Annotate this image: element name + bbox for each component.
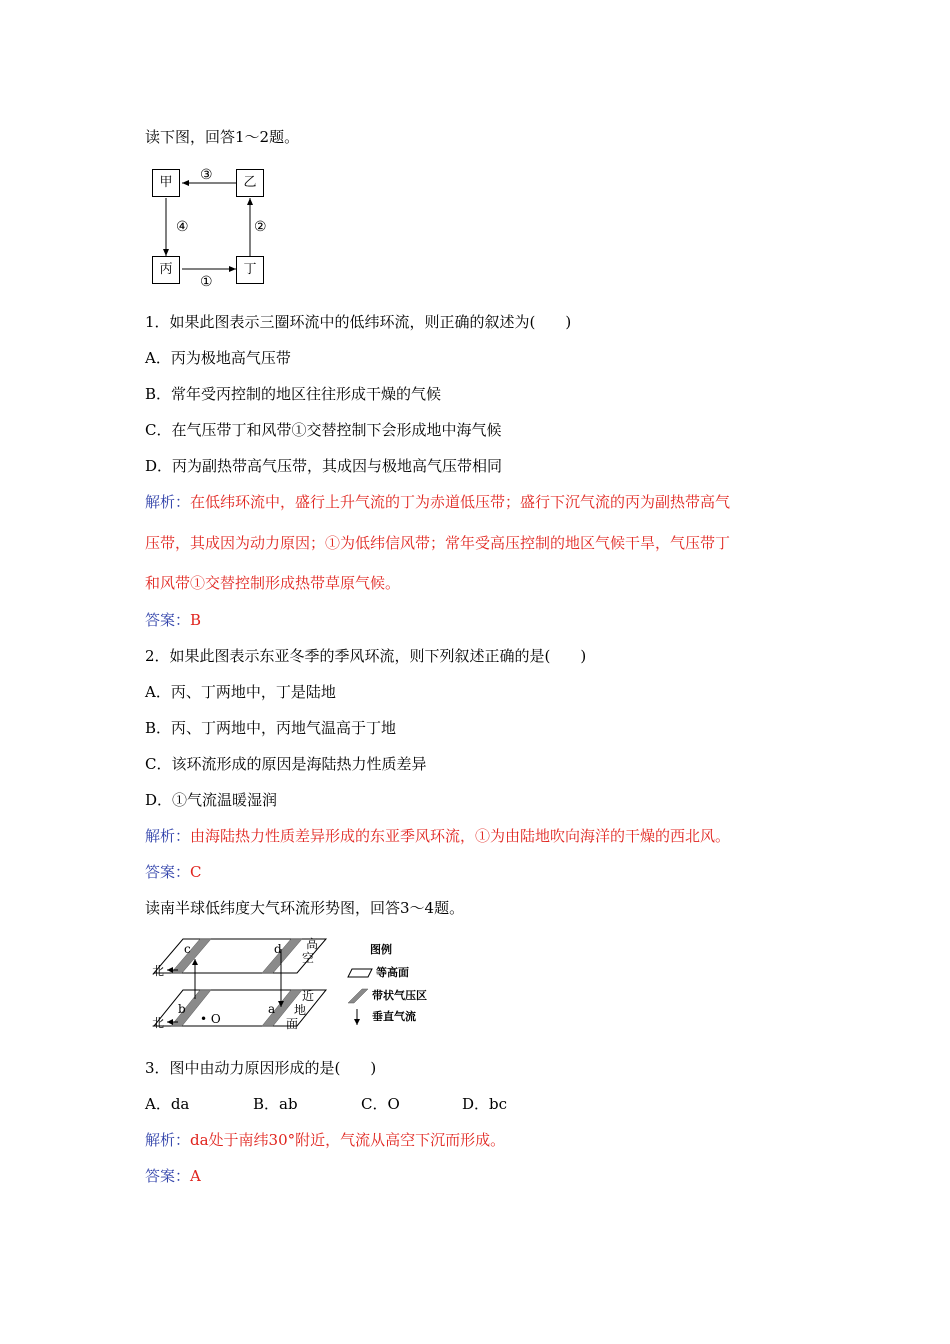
q2-answer <box>145 862 202 882</box>
q1-option-c: C．在气压带丁和风带①交替控制下会形成地中海气候 <box>145 421 502 439</box>
q1-option-b: B．常年受丙控制的地区往往形成干燥的气候 <box>145 385 442 403</box>
label-d: d <box>274 942 282 956</box>
analysis-label: 解析： <box>145 827 191 845</box>
answer-label: 答案： <box>145 611 191 629</box>
label-b: b <box>178 1002 186 1016</box>
answer-value: A <box>190 1167 201 1185</box>
analysis-label: 解析： <box>145 1131 191 1149</box>
q1-stem: 1．如果此图表示三圈环流中的低纬环流，则正确的叙述为( ) <box>145 313 572 331</box>
intro-text-1: 读下图，回答1～2题。 <box>145 128 300 146</box>
label-jin: 近 <box>302 989 315 1003</box>
q1-option-d: D．丙为副热带高气压带，其成因与极地高气压带相同 <box>145 457 503 475</box>
label-gao: 高 <box>306 937 319 951</box>
answer-label: 答案： <box>145 1167 191 1185</box>
legend-band: 带状气压区 <box>372 989 427 1002</box>
answer-value: C <box>190 863 202 881</box>
q1-answer <box>145 610 201 630</box>
label-a: a <box>268 1002 276 1016</box>
circulation-diagram <box>140 163 290 293</box>
q3-options <box>145 1094 507 1114</box>
answer-value: B <box>190 611 202 629</box>
q3-option-d: D．bc <box>462 1095 508 1113</box>
answer-label: 答案： <box>145 863 191 881</box>
q1-analysis-line2: 压带，其成因为动力原因；①为低纬信风带；常年受高压控制的地区气候干旱，气压带丁 <box>145 534 731 552</box>
q3-option-c: C．O <box>361 1095 400 1113</box>
legend-plane: 等高面 <box>376 966 409 979</box>
q2-option-c: C．该环流形成的原因是海陆热力性质差异 <box>145 755 427 773</box>
q3-analysis <box>145 1130 505 1150</box>
analysis-text: da处于南纬30°附近，气流从高空下沉而形成。 <box>190 1131 506 1149</box>
q2-stem: 2．如果此图表示东亚冬季的季风环流，则下列叙述正确的是( ) <box>145 647 587 665</box>
box-jia: 甲 <box>152 169 180 197</box>
analysis-label: 解析： <box>145 493 191 511</box>
q2-analysis <box>145 826 730 846</box>
q2-option-b: B．丙、丁两地中，丙地气温高于丁地 <box>145 719 397 737</box>
q3-answer <box>145 1166 201 1186</box>
q1-analysis-line3: 和风带①交替控制形成热带草原气候。 <box>145 574 401 592</box>
label-north-lower: 北 <box>152 1016 165 1030</box>
analysis-text: 在低纬环流中，盛行上升气流的丁为赤道低压带；盛行下沉气流的丙为副热带高气 <box>190 493 731 511</box>
q1-analysis-line1 <box>145 492 730 512</box>
label-1: ① <box>200 274 213 290</box>
legend-flow: 垂直气流 <box>372 1010 416 1023</box>
label-2: ② <box>254 219 267 235</box>
box-ding: 丁 <box>236 256 264 284</box>
label-di: 地 <box>294 1003 307 1017</box>
label-c: c <box>184 942 191 956</box>
box-yi: 乙 <box>236 169 264 197</box>
q3-stem: 3．图中由动力原因形成的是( ) <box>145 1059 377 1077</box>
intro-text-2: 读南半球低纬度大气环流形势图，回答3～4题。 <box>145 899 465 917</box>
q3-option-b: B．ab <box>253 1095 298 1113</box>
label-north-upper: 北 <box>152 964 165 978</box>
southern-circulation-diagram <box>140 933 440 1033</box>
q1-option-a: A．丙为极地高气压带 <box>145 349 291 367</box>
q3-option-a: A．da <box>145 1095 190 1113</box>
label-o: • O <box>200 1012 221 1026</box>
q2-option-d: D．①气流温暖湿润 <box>145 791 278 809</box>
label-mian: 面 <box>286 1017 299 1031</box>
box-bing: 丙 <box>152 256 180 284</box>
label-kong: 空 <box>302 951 315 965</box>
analysis-text: 由海陆热力性质差异形成的东亚季风环流，①为由陆地吹向海洋的干燥的西北风。 <box>190 827 731 845</box>
legend-title: 图例 <box>370 943 392 956</box>
q2-option-a: A．丙、丁两地中，丁是陆地 <box>145 683 336 701</box>
label-3: ③ <box>200 167 213 183</box>
label-4: ④ <box>176 219 189 235</box>
